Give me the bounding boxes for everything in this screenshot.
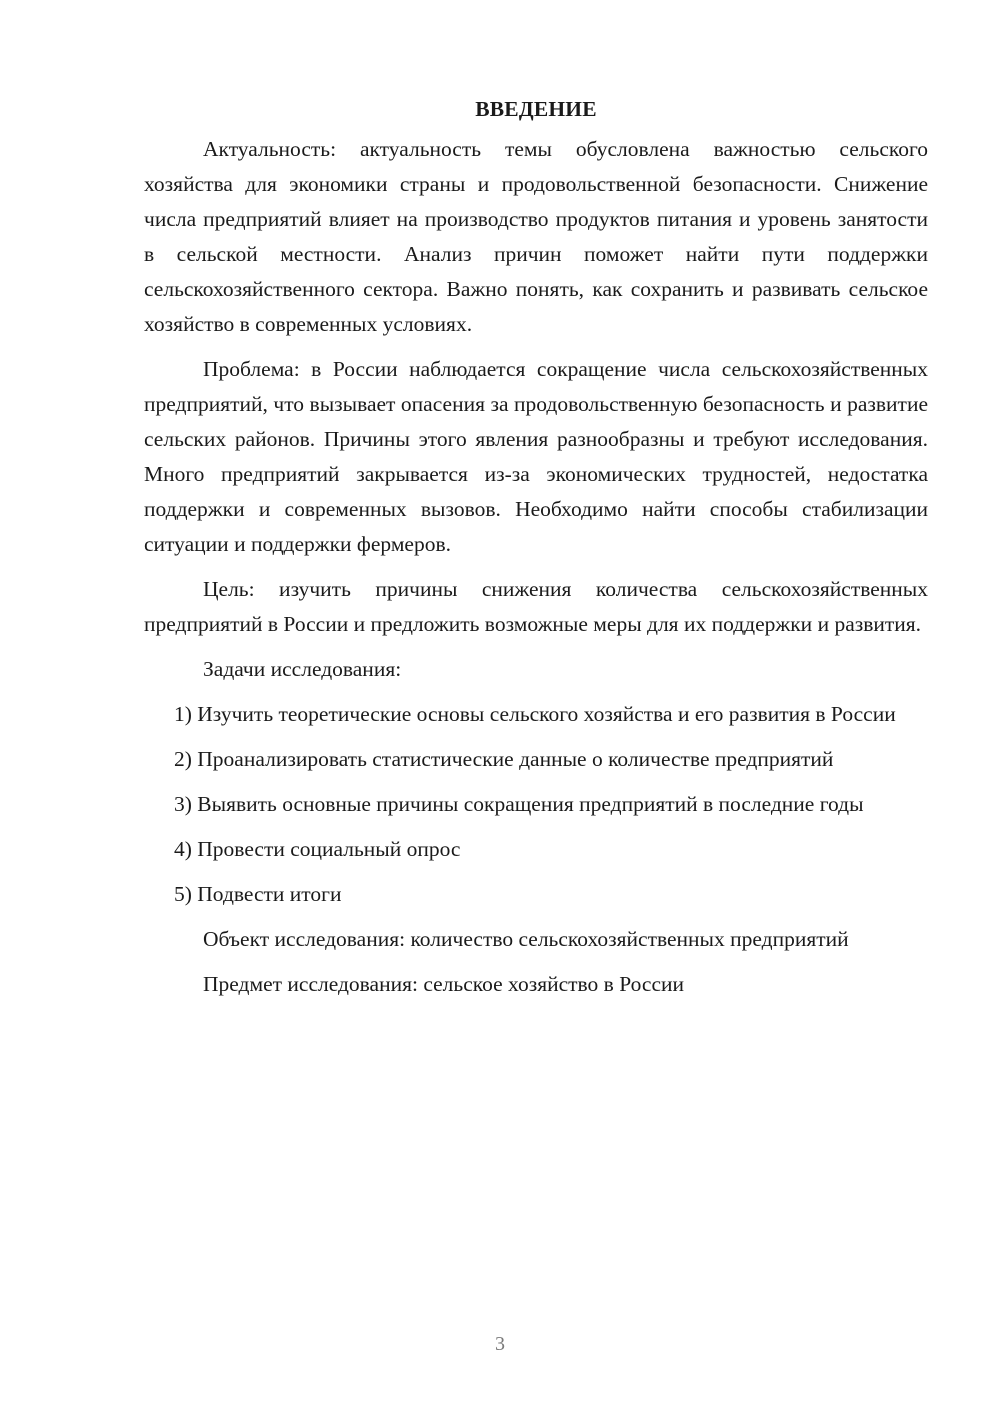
document-page [144, 92, 928, 1012]
page-number: 3 [495, 1333, 505, 1355]
paragraph-object: Объект исследования: количество сельскохозяйственных предприятий [203, 927, 849, 951]
paragraph-relevance: Актуальность: актуальность темы обусловлена важностью сельского хозяйства для экономики страны и продовольственной безопасности. Снижение числа предприятий влияет на производство продуктов питания и уровень занятости в сельской местности. Анализ причин поможет найти пути поддержки сельскохозяйственного сектора. Важно понять, как сохранить и развивать сельское хозяйство в современных условиях. [144, 137, 928, 336]
task-item: 4) Провести социальный опрос [174, 837, 461, 861]
task-item: 2) Проанализировать статистические данные о количестве предприятий [174, 747, 834, 771]
paragraph-goal: Цель: изучить причины снижения количества сельскохозяйственных предприятий в России и предложить возможные меры для их поддержки и развития. [144, 577, 928, 636]
task-item: 5) Подвести итоги [174, 882, 342, 906]
task-item: 3) Выявить основные причины сокращения предприятий в последние годы [174, 792, 864, 816]
paragraph-subject: Предмет исследования: сельское хозяйство в России [203, 972, 684, 996]
paragraph-problem: Проблема: в России наблюдается сокращение числа сельскохозяйственных предприятий, что вызывает опасения за продовольственную безопасность и развитие сельских районов. Причины этого явления разнообразны и требуют исследования. Много предприятий закрывается из-за экономических трудностей, недостатка поддержки и современных вызовов. Необходимо найти способы стабилизации ситуации и поддержки фермеров. [144, 357, 928, 556]
task-item: 1) Изучить теоретические основы сельского хозяйства и его развития в России [174, 702, 896, 726]
paragraph-tasks-heading: Задачи исследования: [203, 657, 402, 681]
section-title: ВВЕДЕНИЕ [475, 97, 597, 121]
